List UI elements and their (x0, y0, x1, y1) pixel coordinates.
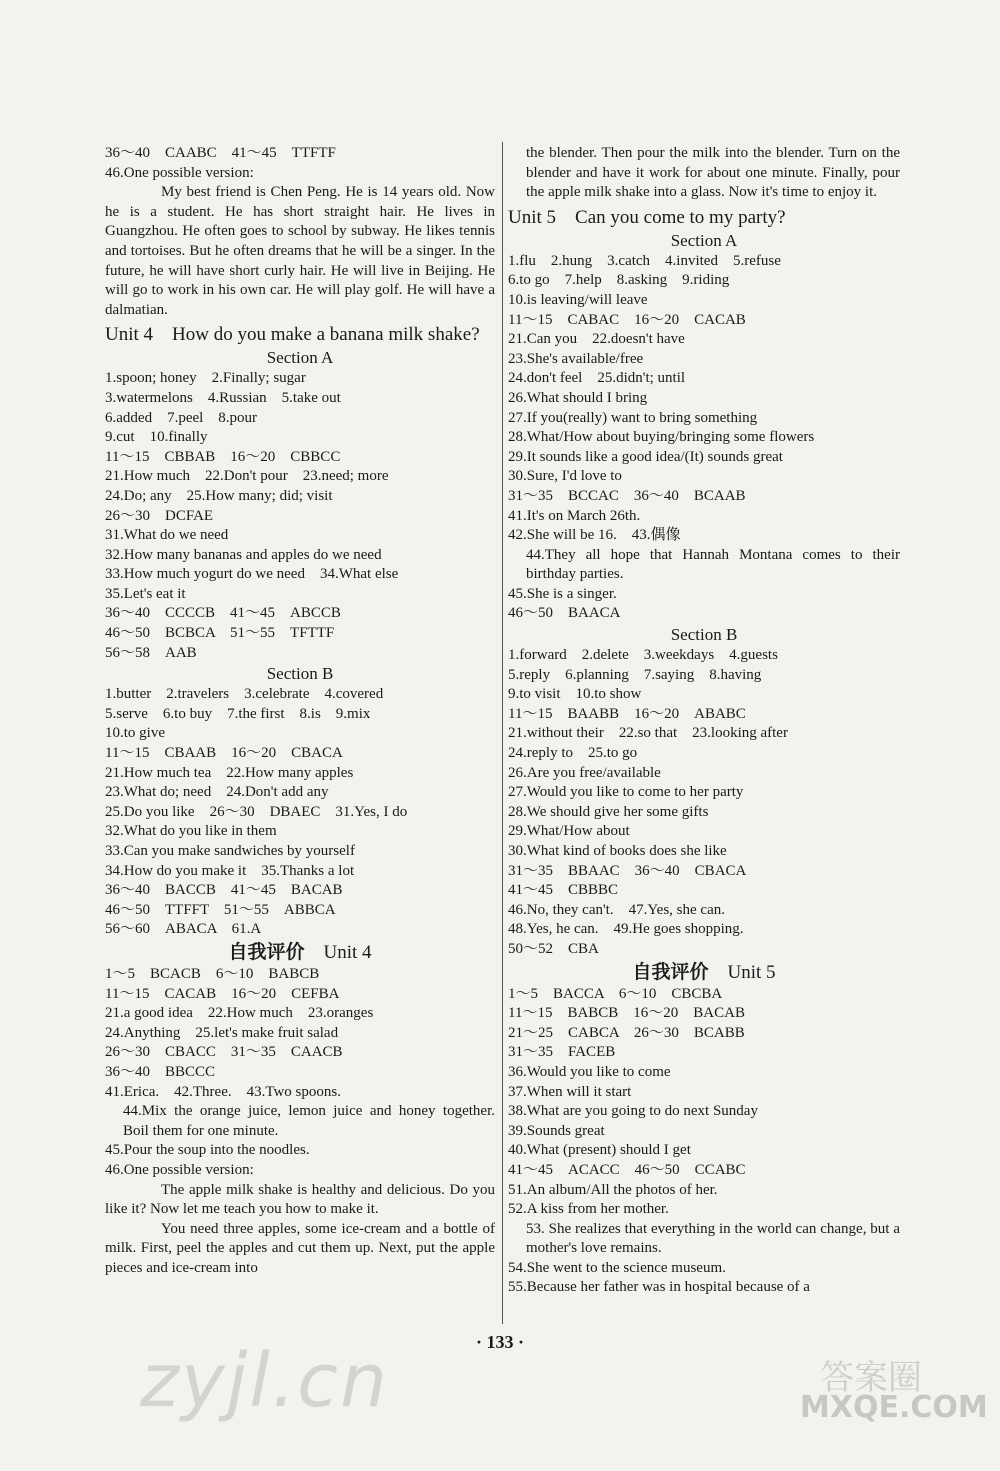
answer-line: 5.reply 6.planning 7.saying 8.having (508, 666, 762, 683)
answer-line: 27.If you(really) want to bring something (508, 409, 758, 426)
page-number: · 133 · (475, 1332, 524, 1352)
answer-line: 46.No, they can't. 47.Yes, she can. (508, 901, 725, 918)
answer-line: 38.What are you going to do next Sunday (508, 1103, 758, 1120)
answer-line: 29.It sounds like a good idea/(It) sounds great (508, 448, 783, 465)
answer-line: 36.Would you like to come (508, 1063, 671, 1080)
answer-line: 3.watermelons 4.Russian 5.take out (105, 389, 341, 406)
answer-line: 36～40 BBCCC (105, 1063, 216, 1080)
answer-line: 34.How do you make it 35.Thanks a lot (105, 862, 355, 879)
self-evaluation-heading (105, 940, 495, 965)
answer-line: 41.Erica. 42.Three. 43.Two spoons. (105, 1083, 341, 1100)
answer-line: 56～58 AAB (105, 644, 197, 661)
answer-line: 32.How many bananas and apples do we need (105, 546, 382, 563)
self-evaluation-label: 自我评价 (228, 940, 305, 963)
answer-line: 37.When will it start (508, 1083, 632, 1100)
column-divider (502, 142, 503, 1324)
answer-line: 5.serve 6.to buy 7.the first 8.is 9.mix (105, 705, 371, 722)
answer-line: 41.It's on March 26th. (508, 507, 641, 524)
answer-line: 31.What do we need (105, 527, 229, 544)
answer-line: 28.What/How about buying/bringing some flowers (508, 429, 815, 446)
answer-line: 41～45 ACACC 46～50 CCABC (508, 1161, 746, 1178)
answer-line: 26～30 CBACC 31～35 CAACB (105, 1044, 343, 1061)
answer-line: 21～25 CABCA 26～30 BCABB (508, 1024, 745, 1041)
answer-paragraph: You need three apples, some ice-cream and a bottle of milk. First, peel the apples and cut them up. Next, put the apple pieces and ice-cream into (105, 1220, 495, 1276)
answer-line: 33.Can you make sandwiches by yourself (105, 843, 355, 859)
answer-line: 46.One possible version: (105, 164, 254, 181)
answer-line: 31～35 BBAAC 36～40 CBACA (508, 862, 747, 879)
self-evaluation-unit: Unit 5 (727, 961, 776, 983)
answer-line: 24.reply to 25.to go (508, 745, 638, 762)
answer-line: 9.cut 10.finally (105, 429, 208, 446)
answer-line: 30.What kind of books does she like (508, 843, 727, 859)
answer-line: 21.How much tea 22.How many apples (105, 764, 354, 781)
answer-line: 42.She will be 16. 43.偶像 (508, 527, 681, 544)
answer-line: 54.She went to the science museum. (508, 1259, 726, 1276)
answer-line: 31～35 BCCAC 36～40 BCAAB (508, 487, 746, 504)
answer-line: 56～60 ABACA 61.A (105, 921, 262, 938)
section-heading: Section A (266, 348, 334, 368)
left-column (105, 144, 495, 1278)
answer-line: 45.She is a singer. (508, 585, 617, 602)
answer-line: 11～15 BABCB 16～20 BACAB (508, 1005, 745, 1022)
answer-line: 1.flu 2.hung 3.catch 4.invited 5.refuse (508, 252, 781, 269)
answer-line: 21.without their 22.so that 23.looking after (508, 725, 788, 742)
answer-line: 36～40 CCCCB 41～45 ABCCB (105, 605, 341, 622)
unit-heading: Unit 5 Can you come to my party? (508, 206, 786, 228)
answer-line: 27.Would you like to come to her party (508, 784, 744, 801)
answer-line: 39.Sounds great (508, 1122, 605, 1139)
answer-line: 30.Sure, I'd love to (508, 468, 622, 485)
answer-line: 50～52 CBA (508, 940, 599, 957)
answer-line: 46～50 TTFFT 51～55 ABBCA (105, 901, 336, 918)
answer-line: 11～15 CBBAB 16～20 CBBCC (105, 448, 341, 465)
answer-line: 36～40 BACCB 41～45 BACAB (105, 882, 343, 899)
answer-line: 55.Because her father was in hospital because of a (508, 1279, 810, 1296)
answer-line: 26～30 DCFAE (105, 507, 214, 524)
self-evaluation-unit: Unit 4 (323, 941, 372, 963)
answer-paragraph: The apple milk shake is healthy and delicious. Do you like it? Now let me teach you how to make it. (105, 1181, 495, 1218)
answer-line: 46.One possible version: (105, 1161, 254, 1178)
answer-line: 46～50 BAACA (508, 605, 621, 622)
answer-line: 11～15 BAABB 16～20 ABABC (508, 705, 746, 722)
answer-line: 6.added 7.peel 8.pour (105, 409, 258, 426)
section-heading: Section A (670, 230, 738, 250)
answer-line: 11～15 CBAAB 16～20 CBACA (105, 745, 343, 762)
answer-line: 48.Yes, he can. 49.He goes shopping. (508, 921, 744, 938)
answer-line: 24.Anything 25.let's make fruit salad (105, 1024, 339, 1041)
answer-line: 45.Pour the soup into the noodles. (105, 1142, 310, 1159)
watermark-left: zyjl.cn (140, 1338, 389, 1424)
answer-line: 46～50 BCBCA 51～55 TFTTF (105, 625, 335, 642)
answer-line: 1.spoon; honey 2.Finally; sugar (105, 370, 306, 387)
answer-line: 31～35 FACEB (508, 1044, 616, 1061)
answer-paragraph: My best friend is Chen Peng. He is 14 years old. Now he is a student. He has short straight hair. He lives in Guangzhou. He often goes to school by subway. He likes tennis and tortoises. But he often dreams that he will be a singer. In the future, he will have short curly hair. He will live in Beijing. He will go to work in his own car. He will play golf. He will have a dalmatian. (105, 184, 495, 318)
answer-line: 11～15 CABAC 16～20 CACAB (508, 311, 746, 328)
answer-line: 29.What/How about (508, 823, 630, 840)
answer-line: 1～5 BCACB 6～10 BABCB (105, 965, 320, 982)
section-heading: Section B (266, 664, 334, 684)
answer-line: 26.What should I bring (508, 389, 648, 406)
answer-line: 10.is leaving/will leave (508, 291, 648, 308)
answer-line: 1.butter 2.travelers 3.celebrate 4.covered (105, 686, 384, 703)
answer-line: 1～5 BACCA 6～10 CBCBA (508, 985, 723, 1002)
answer-line: 6.to go 7.help 8.asking 9.riding (508, 272, 730, 289)
right-column (508, 144, 900, 1298)
section-heading: Section B (670, 625, 738, 645)
answer-line: 23.What do; need 24.Don't add any (105, 784, 329, 801)
watermark-right: MXQE.COM (800, 1390, 988, 1425)
answer-line: 40.What (present) should I get (508, 1142, 691, 1159)
answer-line: 21.a good idea 22.How much 23.oranges (105, 1005, 374, 1022)
answer-line: 21.How much 22.Don't pour 23.need; more (105, 468, 389, 485)
answer-line: 52.A kiss from her mother. (508, 1201, 669, 1218)
watermark-right-logo: 答案圈 (820, 1358, 922, 1398)
answer-paragraph: 53. She realizes that everything in the world can change, but a mother's love remains. (526, 1220, 900, 1257)
answer-line: 28.We should give her some gifts (508, 803, 709, 820)
answer-line: 41～45 CBBBC (508, 882, 619, 899)
self-evaluation-heading (508, 960, 900, 985)
answer-line: 21.Can you 22.doesn't have (508, 331, 685, 348)
answer-line: 25.Do you like 26～30 DBAEC 31.Yes, I do (105, 803, 408, 820)
answer-line: 35.Let's eat it (105, 585, 186, 602)
answer-line: 11～15 CACAB 16～20 CEFBA (105, 985, 340, 1002)
unit-heading: Unit 4 How do you make a banana milk shake? (105, 324, 480, 346)
answer-line: 1.forward 2.delete 3.weekdays 4.guests (508, 647, 778, 664)
answer-paragraph: the blender. Then pour the milk into the blender. Turn on the blender and have it work for about one minute. Finally, pour the apple milk shake into a glass. Now it's time to enjoy it. (526, 145, 900, 201)
answer-line: 33.How much yogurt do we need 34.What else (105, 566, 399, 583)
self-evaluation-label: 自我评价 (632, 960, 709, 983)
answer-paragraph: 44.They all hope that Hannah Montana comes to their birthday parties. (526, 546, 900, 583)
answer-line: 24.Do; any 25.How many; did; visit (105, 487, 333, 504)
answer-line: 10.to give (105, 725, 165, 742)
answer-paragraph: 44.Mix the orange juice, lemon juice and honey together. Boil them for one minute. (123, 1103, 495, 1139)
answer-line: 36～40 CAABC 41～45 TTFTF (105, 145, 336, 161)
answer-line: 26.Are you free/available (508, 764, 661, 781)
answer-line: 9.to visit 10.to show (508, 686, 642, 703)
answer-line: 24.don't feel 25.didn't; until (508, 370, 686, 387)
answer-line: 32.What do you like in them (105, 823, 277, 840)
answer-line: 51.An album/All the photos of her. (508, 1181, 718, 1198)
answer-line: 23.She's available/free (508, 350, 644, 367)
